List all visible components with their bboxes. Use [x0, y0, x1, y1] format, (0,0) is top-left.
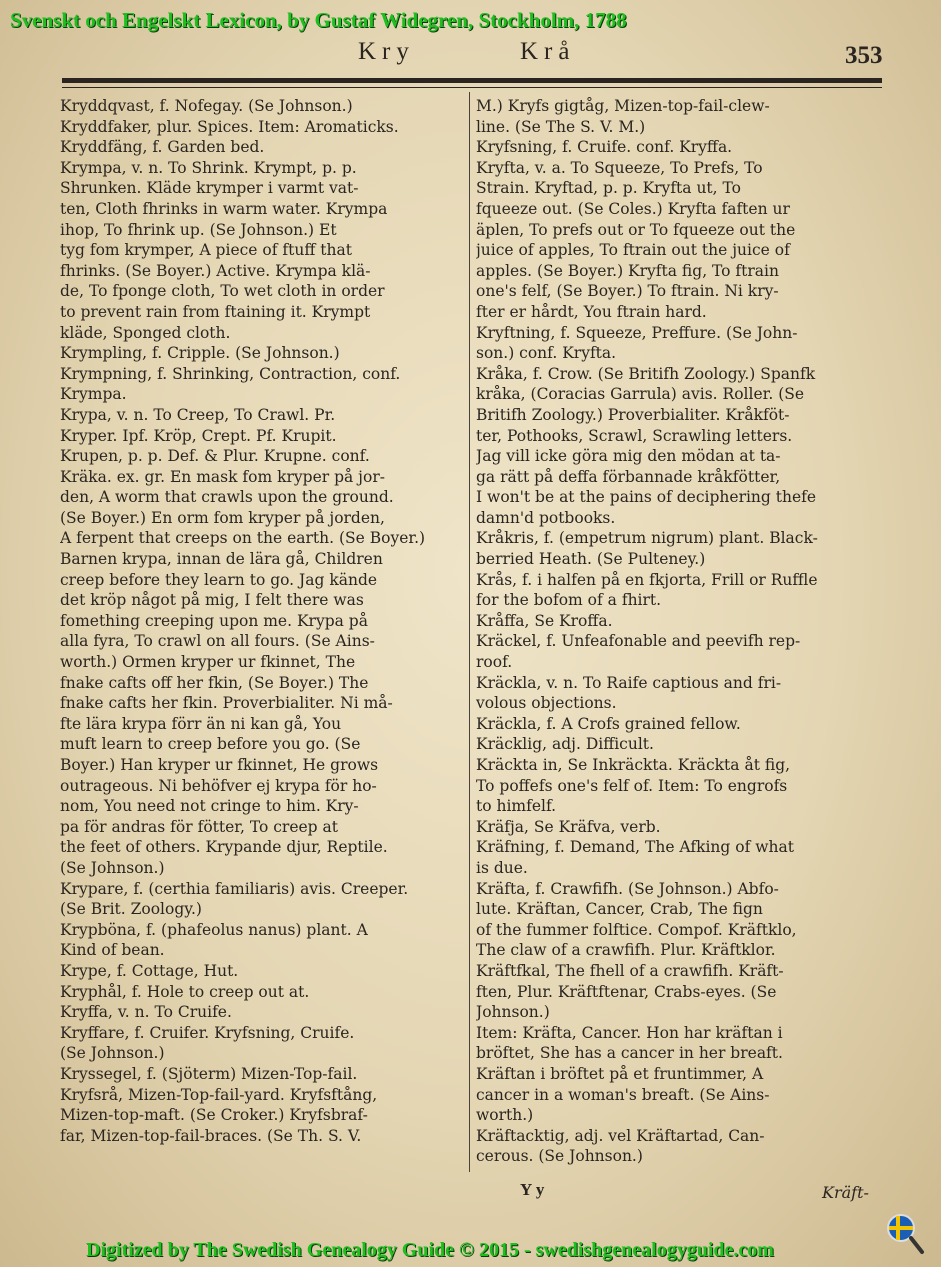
entry-line: cancer in a woman's breaft. (Se Ains- [476, 1085, 770, 1104]
entry-line: cerous. (Se Johnson.) [476, 1147, 643, 1166]
entry-line: äplen, To prefs out or To fqueeze out the [476, 220, 796, 239]
entry-line: Kräckel, f. Unfeafonable and peevifh rep- [476, 632, 801, 651]
entry-line: volous objections. [476, 694, 617, 713]
entry-line: ter, Pothooks, Scrawl, Scrawling letters. [476, 426, 793, 445]
running-head-left: Kry [358, 38, 415, 65]
entry-line: ten, Cloth fhrinks in warm water. Krympa [60, 199, 388, 218]
entry-line: Kryffa, v. n. To Cruife. [60, 1003, 232, 1022]
entry-line: tyg fom krymper, A piece of ftuff that [60, 241, 352, 260]
banner-footer: Digitized by The Swedish Genealogy Guide © 2015 - swedishgenealogyguide.com [86, 1239, 774, 1261]
entry-line: Kräfta, f. Crawfifh. (Se Johnson.) Abfo- [476, 879, 779, 898]
right-column [476, 96, 884, 1167]
entry-line: Kryfsrå, Mizen-Top-fail-yard. Kryfsftång, [60, 1085, 378, 1104]
entry-line: worth.) [476, 1106, 534, 1125]
entry-line: M.) Kryfs gigtåg, Mizen-top-fail-clew- [476, 97, 770, 115]
entry-line: Kräftan i bröftet på et fruntimmer, A [476, 1064, 764, 1083]
entry-line: Kräckla, v. n. To Raife captious and fri- [476, 673, 782, 692]
entry-line: Kryddqvast, f. Nofegay. (Se Johnson.) [60, 97, 353, 115]
entry-line: de, To fponge cloth, To wet cloth in order [60, 282, 385, 301]
entry-line: den, A worm that crawls upon the ground. [60, 488, 394, 507]
entry-line: Kind of bean. [60, 941, 165, 960]
entry-line: fnake cafts her fkin. Proverbialiter. Ni må- [60, 694, 393, 713]
entry-line: to prevent rain from ftaining it. Krympt [60, 302, 371, 321]
column-divider [469, 92, 470, 1172]
entry-line: alla fyra, To crawl on all fours. (Se Ains- [60, 632, 375, 651]
entry-line: (Se Johnson.) [60, 1044, 165, 1063]
entry-line: Kräftfkal, The fhell of a crawfifh. Kräft- [476, 961, 784, 980]
running-head-right: Krå [520, 38, 576, 65]
entry-line: Kräcklig, adj. Difficult. [476, 735, 654, 754]
entry-line: To poffefs one's felf of. Item: To engrofs [476, 776, 788, 795]
entry-line: far, Mizen-top-fail-braces. (Se Th. S. V. [60, 1126, 362, 1145]
entry-line: Krypare, f. (certhia familiaris) avis. Creeper. [60, 879, 409, 898]
entry-line: fqueeze out. (Se Coles.) Kryfta faften ur [476, 199, 790, 218]
header-rule-thin [62, 87, 882, 88]
entry-line: Jag vill icke göra mig den mödan at ta- [476, 447, 781, 466]
entry-line: juice of apples, To ftrain out the juice of [476, 241, 790, 260]
entry-line: kläde, Sponged cloth. [60, 323, 231, 342]
banner-title: Svenskt och Engelskt Lexicon, by Gustaf Widegren, Stockholm, 1788 [10, 8, 627, 32]
entry-line: Boyer.) Han kryper ur fkinnet, He grows [60, 756, 379, 774]
entry-line: Kryper. Ipf. Kröp, Crept. Pf. Krupit. [60, 426, 337, 445]
entry-line: ihop, To fhrink up. (Se Johnson.) Et [60, 220, 337, 239]
entry-line: kråka, (Coracias Garrula) avis. Roller. (Se [476, 385, 805, 404]
entry-line: nom, You need not cringe to him. Kry- [60, 797, 359, 816]
entry-line: Kräftacktig, adj. vel Kräftartad, Can- [476, 1126, 765, 1145]
entry-line: to himfelf. [476, 797, 557, 816]
entry-line: outrageous. Ni behöfver ej krypa för ho- [60, 776, 377, 795]
entry-line: Kråka, f. Crow. (Se Britifh Zoology.) Spanfk [476, 364, 816, 383]
entry-line: Item: Kräfta, Cancer. Hon har kräftan i [476, 1023, 783, 1042]
entry-line: Krupen, p. p. Def. & Plur. Krupne. conf. [60, 447, 370, 466]
signature-mark: Y y [520, 1180, 545, 1199]
entry-line: Kryphål, f. Hole to creep out at. [60, 982, 310, 1001]
entry-line: creep before they learn to go. Jag kände [60, 570, 378, 589]
entry-line: fter er hårdt, You ftrain hard. [476, 302, 707, 321]
entry-line: Krympning, f. Shrinking, Contraction, conf. [60, 364, 401, 383]
entry-line: Johnson.) [476, 1003, 550, 1022]
entry-line: Kryftning, f. Squeeze, Preffure. (Se John- [476, 323, 798, 342]
entry-line: det kröp något på mig, I felt there was [60, 591, 364, 610]
entry-line: fte lära krypa förr än ni kan gå, You [60, 714, 342, 733]
entry-line: The claw of a crawfifh. Plur. Kräftklor. [476, 941, 776, 960]
entry-line: Krympa. [60, 385, 127, 404]
magnifier-flag-icon [885, 1212, 925, 1256]
entry-line: Strain. Kryftad, p. p. Kryfta ut, To [476, 179, 741, 198]
entry-line: berried Heath. (Se Pulteney.) [476, 550, 706, 569]
entry-line: Kryfta, v. a. To Squeeze, To Prefs, To [476, 158, 763, 177]
entry-line: lute. Kräftan, Cancer, Crab, The fign [476, 900, 763, 919]
entry-line: muft learn to creep before you go. (Se [60, 735, 361, 754]
entry-line: one's felf, (Se Boyer.) To ftrain. Ni kry- [476, 282, 779, 301]
entry-line: (Se Johnson.) [60, 858, 165, 877]
entry-line: is due. [476, 858, 528, 877]
entry-line: (Se Boyer.) En orm fom kryper på jorden, [60, 508, 385, 527]
entry-line: Kryddfaker, plur. Spices. Item: Aromaticks. [60, 117, 399, 136]
entry-line: Kräckta in, Se Inkräckta. Kräckta åt fig, [476, 756, 791, 774]
entry-line: Barnen krypa, innan de lära gå, Children [60, 550, 383, 569]
entry-line: Krympa, v. n. To Shrink. Krympt, p. p. [60, 158, 357, 177]
entry-line: Kräfja, Se Kräfva, verb. [476, 817, 661, 836]
entry-line: I won't be at the pains of deciphering thefe [476, 488, 817, 507]
entry-line: the feet of others. Krypande djur, Reptile. [60, 838, 388, 857]
entry-line: bröftet, She has a cancer in her breaft. [476, 1044, 783, 1063]
entry-line: Shrunken. Kläde krymper i varmt vat- [60, 179, 359, 198]
entry-line: roof. [476, 653, 513, 672]
entry-line: Krås, f. i halfen på en fkjorta, Frill or Ruffle [476, 570, 818, 589]
entry-line: Krypa, v. n. To Creep, To Crawl. Pr. [60, 405, 336, 424]
entry-line: Kryfsning, f. Cruife. conf. Kryffa. [476, 138, 733, 157]
entry-line: Kryssegel, f. (Sjöterm) Mizen-Top-fail. [60, 1064, 358, 1083]
running-head [0, 36, 941, 76]
entry-line: Mizen-top-maft. (Se Croker.) Kryfsbraf- [60, 1106, 368, 1125]
entry-line: ften, Plur. Kräftftenar, Crabs-eyes. (Se [476, 982, 777, 1001]
entry-line: line. (Se The S. V. M.) [476, 117, 646, 136]
entry-line: A ferpent that creeps on the earth. (Se Boyer.) [60, 529, 426, 548]
entry-line: Kräka. ex. gr. En mask fom kryper på jor- [60, 467, 385, 486]
entry-line: worth.) Ormen kryper ur fkinnet, The [60, 653, 356, 672]
left-column [60, 96, 462, 1146]
entry-line: Kråkris, f. (empetrum nigrum) plant. Black- [476, 529, 818, 548]
entry-line: fhrinks. (Se Boyer.) Active. Krympa klä- [60, 261, 371, 280]
entry-line: Kråffa, Se Kroffa. [476, 611, 613, 630]
header-rule-thick [62, 78, 882, 83]
entry-line: apples. (Se Boyer.) Kryfta fig, To ftrain [476, 261, 779, 280]
entry-line: (Se Brit. Zoology.) [60, 900, 202, 919]
entry-line: for the bofom of a fhirt. [476, 591, 662, 610]
entry-line: damn'd potbooks. [476, 508, 616, 527]
entry-line: fnake cafts off her fkin, (Se Boyer.) The [60, 673, 369, 692]
entry-line: Kräckla, f. A Crofs grained fellow. [476, 714, 741, 733]
entry-line: Kryddfäng, f. Garden bed. [60, 138, 265, 157]
entry-line: ga rätt på deffa förbannade kråkfötter, [476, 467, 781, 486]
entry-line: Krype, f. Cottage, Hut. [60, 961, 239, 980]
page-number: 353 [845, 42, 883, 69]
entry-line: Krympling, f. Cripple. (Se Johnson.) [60, 344, 340, 363]
entry-line: Kräfning, f. Demand, The Afking of what [476, 838, 794, 857]
entry-line: Britifh Zoology.) Proverbialiter. Kråkföt- [476, 405, 790, 424]
entry-line: Kryffare, f. Cruifer. Kryfsning, Cruife. [60, 1023, 355, 1042]
entry-line: son.) conf. Kryfta. [476, 344, 617, 363]
entry-line: pa för andras för fötter, To creep at [60, 817, 338, 836]
entry-line: Krypböna, f. (phafeolus nanus) plant. A [60, 920, 368, 939]
entry-line: fomething creeping upon me. Krypa på [60, 611, 368, 630]
entry-line: of the fummer folftice. Compof. Kräftklo, [476, 920, 797, 939]
catchword: Kräft- [822, 1183, 869, 1202]
